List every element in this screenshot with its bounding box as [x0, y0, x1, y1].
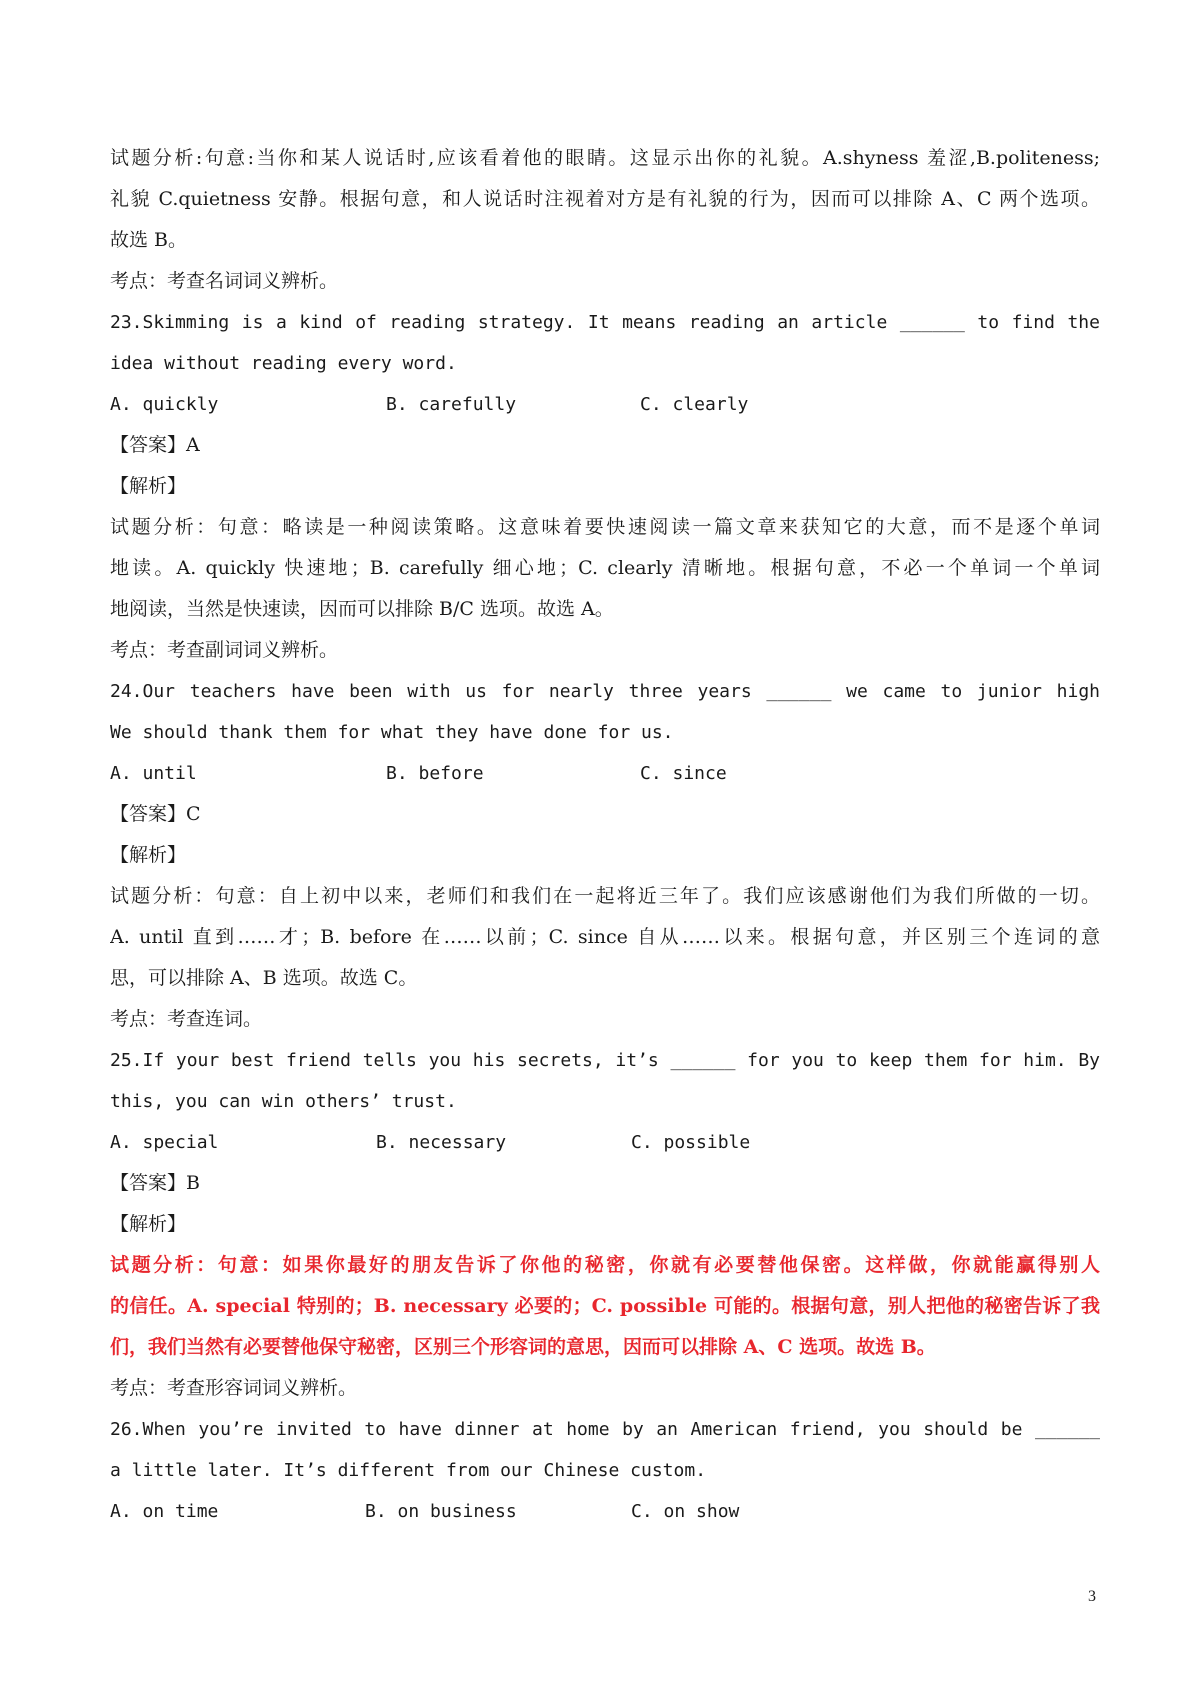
analysis-line: 试题分析：句意：自上初中以来，老师们和我们在一起将近三年了。我们应该感谢他们为我们所做的一切。: [110, 885, 1100, 907]
answer-line: 【答案】B: [110, 1172, 200, 1194]
answer-line: 【答案】A: [110, 434, 200, 456]
analysis-line: 故选 B。: [110, 229, 188, 251]
analysis-line: 地读。A. quickly 快速地；B. carefully 细心地；C. clearly 清晰地。根据句意，不必一个单词一个单词: [110, 557, 1100, 579]
question-stem: 26.When you’re invited to have dinner at home by an American friend, you should be ______: [110, 1419, 1100, 1440]
analysis-line: A. until 直到……才；B. before 在……以前；C. since 自从……以来。根据句意，并区别三个连词的意: [110, 926, 1100, 948]
option-c: C. possible: [631, 1132, 751, 1153]
question-stem: 23.Skimming is a kind of reading strategy. It means reading an article ______ to find the: [110, 312, 1100, 333]
question-23: [110, 302, 1100, 671]
question-24: [110, 671, 1100, 1040]
option-c: C. on show: [631, 1501, 740, 1522]
option-a: A. quickly: [110, 394, 219, 415]
page-content: [110, 138, 1100, 1532]
analysis-line: 思，可以排除 A、B 选项。故选 C。: [110, 967, 418, 989]
option-b: B. necessary: [376, 1132, 507, 1153]
question-stem: a little later. It’s different from our Chinese custom.: [110, 1460, 707, 1481]
point-line: 考点：考查副词词义辨析。: [110, 639, 339, 661]
options-row: [110, 1122, 1100, 1163]
question-stem: 24.Our teachers have been with us for nearly three years ______ we came to junior high: [110, 681, 1100, 702]
question-stem: 25.If your best friend tells you his secrets, it’s ______ for you to keep them for him. By: [110, 1050, 1100, 1071]
answer-line: 【答案】C: [110, 803, 201, 825]
analysis-line: 地阅读，当然是快速读，因而可以排除 B/C 选项。故选 A。: [110, 598, 614, 620]
option-a: A. special: [110, 1132, 219, 1153]
analysis-line-highlighted: 们，我们当然有必要替他保守秘密，区别三个形容词的意思，因而可以排除 A、C 选项。故选 B。: [110, 1336, 936, 1358]
option-c: C. since: [640, 763, 727, 784]
analysis-line: 礼貌 C.quietness 安静。根据句意，和人说话时注视着对方是有礼貌的行为，因而可以排除 A、C 两个选项。: [110, 188, 1100, 210]
option-b: B. carefully: [386, 394, 517, 415]
question-stem: this, you can win others’ trust.: [110, 1091, 457, 1112]
explain-label: 【解析】: [110, 475, 187, 497]
options-row: [110, 384, 1100, 425]
page-number: 3: [1088, 1588, 1096, 1605]
point-line: 考点：考查形容词词义辨析。: [110, 1377, 358, 1399]
analysis-line: 试题分析：句意：略读是一种阅读策略。这意味着要快速阅读一篇文章来获知它的大意，而不是逐个单词: [110, 516, 1100, 538]
option-b: B. before: [386, 763, 484, 784]
explain-label: 【解析】: [110, 844, 187, 866]
point-line: 考点：考查连词。: [110, 1008, 263, 1030]
option-c: C. clearly: [640, 394, 749, 415]
analysis-q22: [110, 138, 1100, 302]
question-stem: idea without reading every word.: [110, 353, 457, 374]
option-b: B. on business: [365, 1501, 517, 1522]
analysis-line-highlighted: 的信任。A. special 特别的；B. necessary 必要的；C. possible 可能的。根据句意，别人把他的秘密告诉了我: [110, 1295, 1100, 1317]
question-25: [110, 1040, 1100, 1409]
analysis-line: 试题分析:句意:当你和某人说话时,应该看着他的眼睛。这显示出你的礼貌。A.shyness 羞涩,B.politeness;: [110, 147, 1100, 169]
options-row: [110, 753, 1100, 794]
question-stem: We should thank them for what they have done for us.: [110, 722, 674, 743]
question-26: [110, 1409, 1100, 1532]
analysis-line-highlighted: 试题分析：句意：如果你最好的朋友告诉了你他的秘密，你就有必要替他保密。这样做，你就能赢得别人: [110, 1254, 1100, 1276]
option-a: A. on time: [110, 1501, 219, 1522]
point-line: 考点：考查名词词义辨析。: [110, 270, 339, 292]
explain-label: 【解析】: [110, 1213, 187, 1235]
options-row: [110, 1491, 1100, 1532]
option-a: A. until: [110, 763, 197, 784]
